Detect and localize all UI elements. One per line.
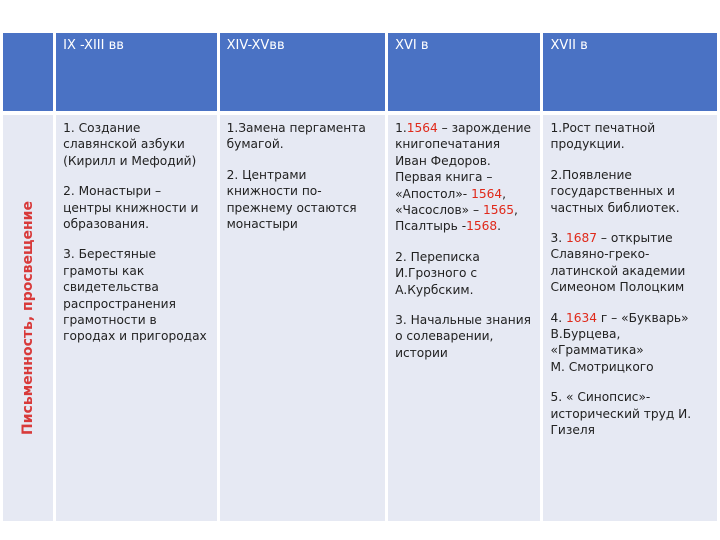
list-item: 2. Переписка И.Грозного с А.Курбским. (395, 249, 480, 297)
row-header-cell (3, 115, 53, 521)
header-corner (3, 33, 53, 111)
year-highlight: 1687 (566, 231, 598, 246)
list-item: 1.Замена пергамента бумагой. (226, 121, 366, 152)
list-item: 1.1564 – зарождение книгопечатания Иван Федоров. Первая книга – «Апостол»- 1564, «Часослов» – 1565, Псалтырь -1568. (395, 121, 532, 234)
header-xvi: XVI в (388, 33, 540, 111)
list-item: 3. 1687 – открытие Славяно-греко- латинской академии Симеоном Полоцким (550, 231, 686, 295)
header-row (3, 33, 717, 111)
list-item: 2. Центрами книжности по- прежнему остаются монастыри (226, 167, 357, 232)
header-ix-xiii: IX -XIII вв (56, 33, 216, 111)
year-highlight: 1568 (466, 219, 498, 234)
header-xiv-xv: XIV-XVвв (220, 33, 385, 111)
list-item: 2.Появление государственных и частных библиотек. (550, 167, 680, 215)
row-header-label: Письменность, просвещение (20, 201, 37, 435)
cell-xiv-xv (220, 115, 385, 521)
year-highlight: 1564 (471, 186, 503, 201)
list-item: 4. 1634 г – «Букварь» В.Бурцева, «Грамматика» М. Смотрицкого (550, 310, 689, 374)
history-table (0, 33, 720, 521)
list-item: 3. Начальные знания о солеварении, истории (395, 313, 531, 360)
list-item: 1. Создание славянской азбуки (Кирилл и Мефодий) (63, 121, 197, 168)
header-xvii: XVII в (543, 33, 717, 111)
list-item: 3. Берестяные грамоты как свидетельства распространения грамотности в городах и пригородах (63, 247, 207, 344)
list-item: 1.Рост печатной продукции. (550, 121, 656, 152)
list-item: 2. Монастыри – центры книжности и образования. (63, 184, 199, 232)
literacy-row (3, 115, 717, 521)
list-item: 5. « Синопсис»- исторический труд И. Гизеля (550, 390, 692, 438)
year-highlight: 1564 (406, 121, 438, 135)
cell-xvi (388, 115, 540, 521)
cell-ix-xiii (56, 115, 216, 521)
cell-xvii (543, 115, 717, 521)
year-highlight: 1565 (482, 203, 514, 218)
year-highlight: 1634 (566, 310, 598, 325)
